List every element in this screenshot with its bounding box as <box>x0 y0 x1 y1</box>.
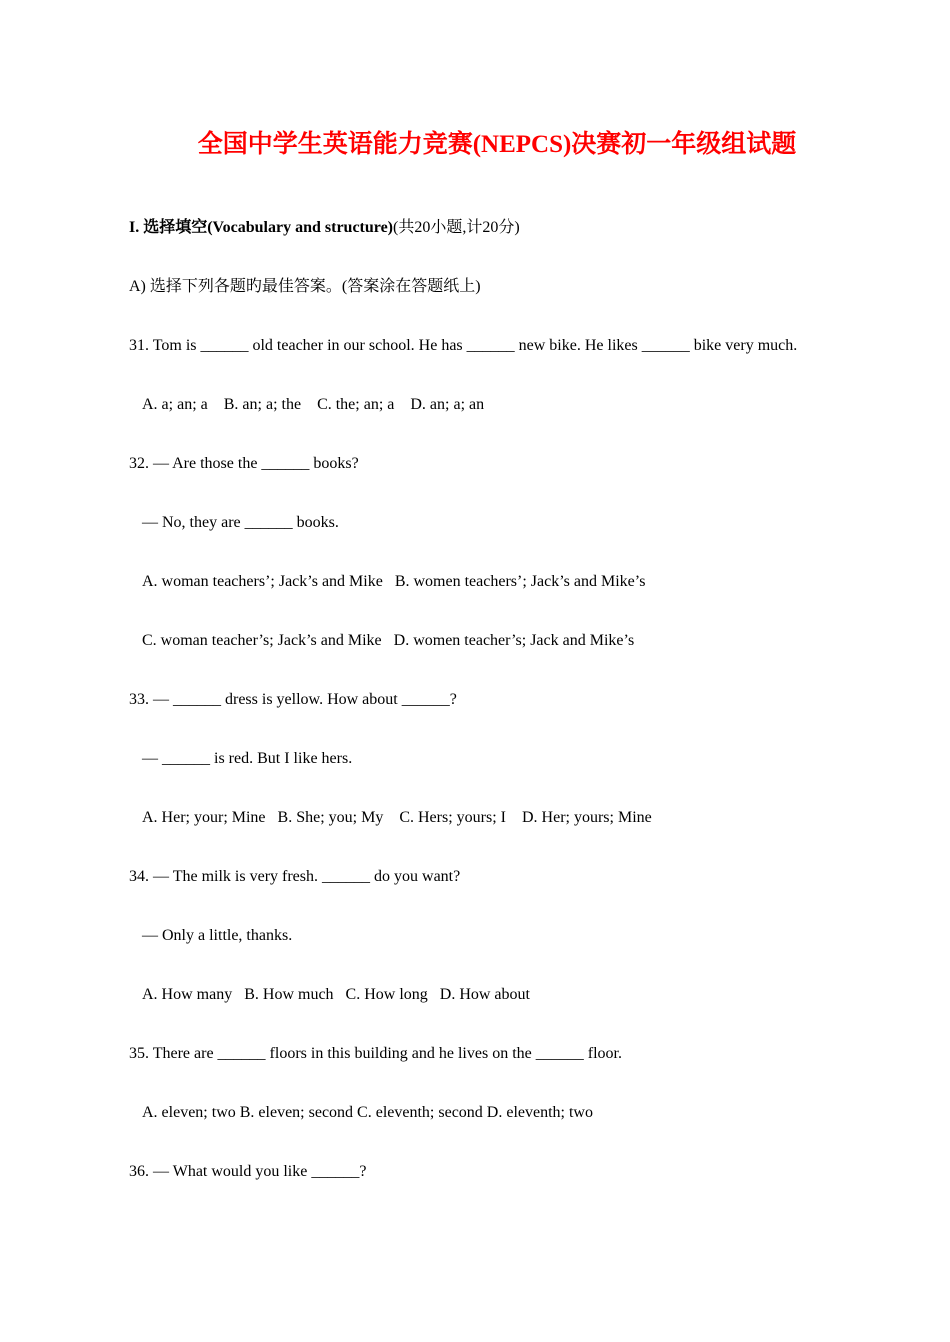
section-instruction: A) 选择下列各题旳最佳答案。(答案涂在答题纸上) <box>129 278 481 295</box>
question-32-reply: — No, they are ______ books. <box>142 514 339 531</box>
section-heading <box>129 218 520 238</box>
page-title: 全国中学生英语能力竞赛(NEPCS)决赛初一年级组试题 <box>197 131 797 158</box>
section-heading-bold: I. 选择填空(Vocabulary and structure) <box>129 219 394 236</box>
section-heading-points: (共20小题,计20分) <box>393 219 520 236</box>
question-35-options: A. eleven; two B. eleven; second C. eleventh; second D. eleventh; two <box>142 1104 593 1121</box>
question-33-options: A. Her; your; Mine B. She; you; My C. Hers; yours; I D. Her; yours; Mine <box>142 809 652 826</box>
question-34-reply: — Only a little, thanks. <box>142 927 293 944</box>
question-32-options-cd: C. woman teacher’s; Jack’s and Mike D. women teacher’s; Jack and Mike’s <box>142 632 635 649</box>
question-31-stem: 31. Tom is ______ old teacher in our school. He has ______ new bike. He likes ______ bike very much. <box>129 337 798 354</box>
question-32-stem: 32. — Are those the ______ books? <box>129 455 359 472</box>
question-34-options: A. How many B. How much C. How long D. How about <box>142 986 530 1003</box>
question-33-stem: 33. — ______ dress is yellow. How about ______? <box>129 691 457 708</box>
question-32-options-ab: A. woman teachers’; Jack’s and Mike B. women teachers’; Jack’s and Mike’s <box>142 573 646 590</box>
question-31-options: A. a; an; a B. an; a; the C. the; an; a D. an; a; an <box>142 396 485 413</box>
question-34-stem: 34. — The milk is very fresh. ______ do you want? <box>129 868 461 885</box>
question-36-stem: 36. — What would you like ______? <box>129 1163 367 1180</box>
question-33-reply: — ______ is red. But I like hers. <box>142 750 353 767</box>
question-35-stem: 35. There are ______ floors in this building and he lives on the ______ floor. <box>129 1045 622 1062</box>
